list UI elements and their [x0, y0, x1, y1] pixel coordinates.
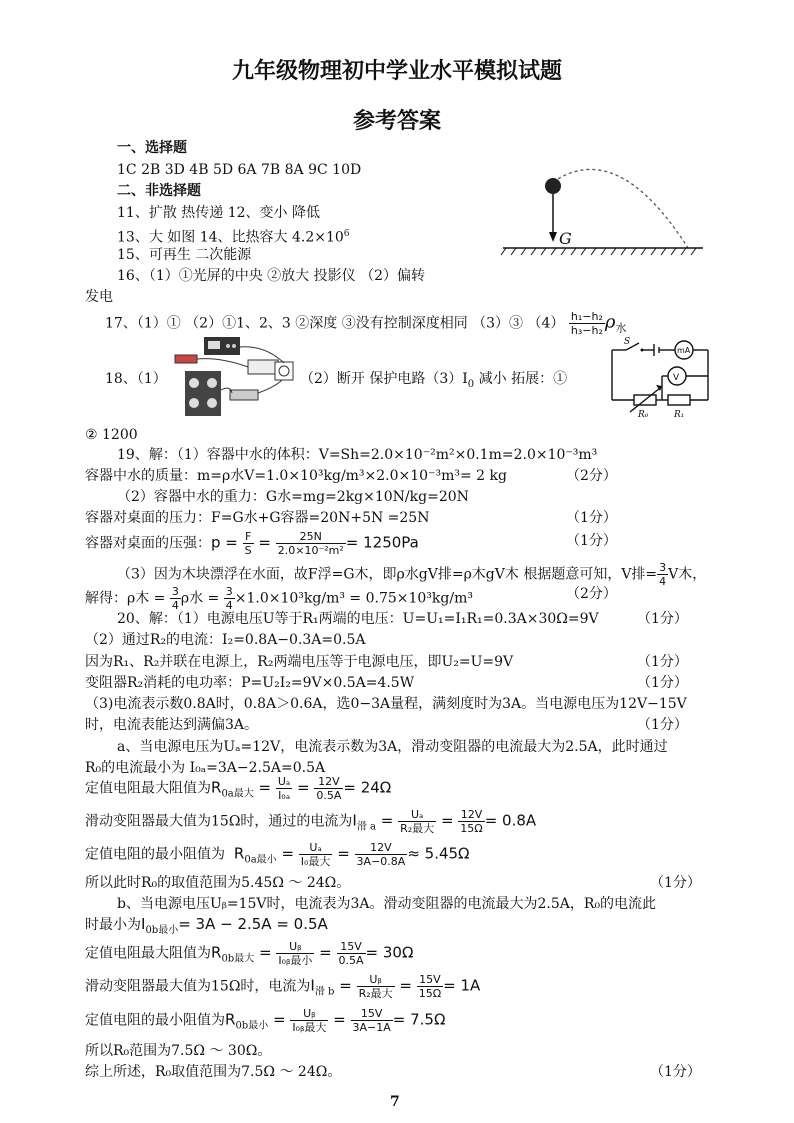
q19-score1: （2分） — [566, 468, 617, 484]
formula-var: R — [225, 1010, 236, 1029]
q19-line5-text: 容器对桌面的压强： — [85, 535, 211, 552]
answer-17 — [105, 310, 626, 337]
frac-den: 4 — [659, 575, 667, 588]
gravity-label: G — [559, 229, 572, 248]
formula-result: = 7.5Ω — [392, 1010, 446, 1029]
frac-num: 15V — [351, 1007, 393, 1021]
q19-line1: 19、解：（1）容器中水的体积：V=Sh=2.0×10⁻²m²×0.1m=2.0×10⁻³m³ — [117, 447, 598, 463]
answer-18-ext: 减小 拓展：① — [474, 371, 568, 387]
frac-den: 2.0×10⁻²m² — [277, 544, 344, 557]
mc-answers: 1C 2B 3D 4B 5D 6A 7B 8A 9C 10D — [117, 162, 362, 178]
q20-formula-r0b-min: 定值电阻的最小阻值为$R_{0b最小}$ = $\frac{\text{Uᵦ}}{\text{I₀ᵦ最大}}$ = $\frac{15V}{3A-1A}$ = 7.5Ω — [85, 1007, 446, 1034]
circuit-schematic — [606, 330, 716, 420]
answer-13-text: 13、大 如图 14、比热容大 4.2×10 — [117, 229, 344, 246]
formula-label: 定值电阻的最小阻值为 — [85, 1012, 225, 1029]
frac-num: 3 — [171, 585, 179, 598]
frac-num: 3 — [225, 585, 233, 598]
answer-17-fraction — [569, 310, 605, 337]
section-mc: 一、选择题 — [117, 140, 187, 156]
frac-den: h₃−h₂ — [570, 324, 603, 337]
q19-line3: （2）容器中水的重力：G水=mg=2kg×10N/kg=20N — [117, 489, 469, 505]
answer-13 — [117, 225, 350, 247]
answer-16-cont: 发电 — [85, 289, 113, 305]
q20-line2: （2）通过R₂的电流：I₂=0.8A−0.3A=0.5A — [85, 632, 366, 648]
q19-result: = 1250Pa — [345, 533, 419, 552]
q20-line1: 20、解：（1）电源电压U等于R₁两端的电压：U=U₁=I₁R₁=0.3A×30Ω=9V — [117, 611, 599, 627]
answer-18-part2 — [300, 370, 567, 394]
formula-sub: 0a最大 — [221, 788, 254, 800]
q20-line7: a、当电源电压为Uₐ=12V，电流表示数为3A，滑动变阻器的电流最大为2.5A，此时通过 — [117, 739, 668, 755]
circuit-apparatus-figure — [170, 335, 300, 418]
frac-den: 15Ω — [460, 822, 483, 835]
formula-var: I — [352, 811, 357, 830]
formula-sub: 0b最小 — [145, 924, 179, 936]
frac-num: Uₐ — [398, 808, 436, 822]
ball-icon — [545, 178, 561, 194]
frac-num: F — [243, 530, 254, 544]
formula-sub: 0b最小 — [235, 1020, 269, 1032]
label-ma: mA — [677, 346, 691, 355]
label-r0: R₀ — [638, 410, 649, 420]
formula-label: 滑动变阻器最大值为15Ω时，通过的电流为 — [85, 813, 353, 830]
formula-sub: 滑 b — [314, 986, 335, 998]
q19-score3: （1分） — [566, 533, 617, 549]
label-s: S — [624, 337, 631, 347]
q20-line4: 变阻器R₂消耗的电功率：P=U₂I₂=9V×0.5A=4.5W — [85, 675, 415, 691]
q20-range-a: 所以此时R₀的取值范围为5.45Ω ～ 24Ω。 — [85, 875, 351, 891]
answer-18: 18、（1） — [105, 371, 167, 387]
formula-label: 定值电阻最大阻值为 — [85, 780, 211, 797]
q20-formula-r0a-max: 定值电阻最大阻值为$R_{0a最大}$ = $\frac{\text{Uₐ}}{\text{I₀ₐ}}$ = $\frac{12V}{0.5A}$ = 24Ω — [85, 775, 392, 802]
formula-label: 定值电阻最大阻值为 — [85, 945, 211, 962]
frac-num: 12V — [314, 775, 343, 789]
label-r1: R₁ — [674, 410, 685, 420]
frac-den: I₀ᵦ最大 — [292, 1021, 327, 1034]
projectile-figure — [498, 168, 708, 258]
answer-18-sub: 0 — [467, 378, 475, 390]
q20-line-b: b、当电源电压Uᵦ=15V时，电流表为3A。滑动变阻器的电流最大为2.5A，R₀的电流此 — [117, 896, 657, 912]
q20-score6: （1分） — [650, 1064, 701, 1080]
q19-line6-end: V木， — [668, 566, 707, 583]
frac-den: I₀ᵦ最小 — [278, 954, 313, 967]
frac-den: R₂最大 — [358, 987, 393, 1000]
frac-den: 0.5A — [338, 954, 364, 967]
q19-score2: （1分） — [566, 510, 617, 526]
formula-result: = 24Ω — [343, 778, 392, 797]
q20-line8: R₀的电流最小为 I₀ₐ=3A−2.5A=0.5A — [85, 760, 326, 776]
frac-num: 15V — [337, 940, 366, 954]
formula-var: R — [233, 844, 245, 863]
frac-den: I₀最大 — [300, 855, 331, 868]
answer-13-sup: 6 — [343, 229, 350, 239]
q19-line6 — [117, 561, 706, 588]
frac-num: 25N — [276, 530, 346, 544]
q19-line2: 容器中水的质量：m=ρ水V=1.0×10³kg/m³×2.0×10⁻³m³= 2 kg — [85, 468, 507, 484]
q20-formula-islide-a: 滑动变阻器最大值为15Ω时，通过的电流为$I_{滑 a}$ = $\frac{\text{Uₐ}}{\text{R₂最大}}$ = $\frac{12V}{15\Omega}$ = 0.8A — [85, 808, 537, 835]
frac-den: 3A−1A — [352, 1021, 391, 1034]
frac-num: 12V — [458, 808, 484, 822]
answer-18-text: （2）断开 保护电路（3）I — [300, 371, 468, 387]
q19-frac-num — [276, 530, 346, 557]
frac-den: 15Ω — [418, 987, 442, 1000]
frac-den: 0.5A — [316, 789, 342, 802]
page-subtitle: 参考答案 — [352, 109, 441, 134]
q20-score3: （1分） — [637, 675, 688, 691]
formula-var: R — [211, 778, 222, 797]
frac-num: Uᵦ — [290, 1007, 328, 1021]
section-nonmc: 二、非选择题 — [117, 183, 201, 199]
q19-line7-a: 解得：ρ木 = — [85, 590, 170, 607]
q19-frac-fs — [243, 530, 254, 557]
q20-formula-islide-b: 滑动变阻器最大值为15Ω时，电流为$I_{滑 b}$ = $\frac{\text{Uᵦ}}{\text{R₂最大}}$ = $\frac{15V}{15\Omega}$ = 1A — [85, 973, 481, 1000]
q20-line5: （3)电流表示数0.8A时，0.8A＞0.6A，选0−3A量程，满刻度时为3A。当电源电压为12V−15V — [85, 696, 687, 712]
frac-den: 4 — [171, 599, 179, 612]
frac-den: I₀ₐ — [278, 789, 291, 802]
frac-num: h₁−h₂ — [570, 310, 603, 323]
frac-num: 12V — [355, 841, 408, 855]
q19-line6-text: （3）因为木块漂浮在水面，故F浮=G木，即ρ水gV排=ρ木gV木 根据题意可知，V排= — [117, 566, 658, 583]
rho-symbol: ρ — [604, 311, 616, 333]
frac-den: 3A−0.8A — [356, 855, 406, 868]
answer-17-text: 17、（1）① （2）①1、2、3 ②深度 ③没有控制深度相同 （3）③ （4） — [105, 315, 565, 332]
q20-score5: （1分） — [650, 875, 701, 891]
q20-formula-r0a-min: 定值电阻的最小阻值为 $R_{0a最小}$ = $\frac{\text{Uₐ}}{\text{I₀最大}}$ = $\frac{12V}{3A-0.8A}$ ≈ 5.45Ω — [85, 841, 470, 868]
answer-18-part3: ② 1200 — [85, 427, 138, 443]
formula-var: R — [211, 943, 222, 962]
answer-16: 16、（1）①光屏的中央 ②放大 投影仪 （2）偏转 — [117, 268, 425, 284]
frac-num: 3 — [659, 561, 667, 574]
formula-sub: 滑 a — [356, 821, 376, 833]
formula-result: = 30Ω — [365, 943, 414, 962]
formula-var: I — [310, 976, 315, 995]
answer-11: 11、扩散 热传递 12、变小 降低 — [117, 205, 320, 221]
formula-result: = 3A − 2.5A = 0.5A — [178, 915, 328, 933]
formula-var: I — [141, 915, 146, 933]
frac-den: R₂最大 — [400, 822, 435, 835]
frac-num: Uᵦ — [357, 973, 395, 987]
frac-num: Uₐ — [299, 841, 333, 855]
q19-line7-c: ×1.0×10³kg/m³ = 0.75×10³kg/m³ — [234, 590, 473, 607]
q20-score4: （1分） — [637, 717, 688, 733]
q20-range-b: 所以R₀范围为7.5Ω ～ 30Ω。 — [85, 1043, 272, 1059]
frac-den: S — [244, 544, 252, 557]
q20-line-b2 — [85, 912, 328, 943]
q19-line7 — [85, 585, 473, 612]
formula-label: 定值电阻的最小阻值为 — [85, 846, 225, 863]
q19-line7-b: ρ水 = — [180, 590, 224, 607]
rho-sub: 水 — [615, 321, 627, 335]
q19-line5: 容器对桌面的压强：p = $\frac{F}{S}$ = $\frac{25N}{\text{2.0×10⁻²m²}}$ = 1250Pa — [85, 530, 419, 557]
answer-15: 15、可再生 二次能源 — [117, 247, 252, 263]
q20-score1: （1分） — [637, 611, 688, 627]
formula-result: = 1A — [443, 976, 481, 995]
page-number: 7 — [390, 1094, 400, 1110]
formula-result: = 0.8A — [484, 811, 537, 830]
formula-result: ≈ 5.45Ω — [407, 844, 470, 863]
label-v: V — [673, 373, 680, 383]
q20-line6: 时，电流表能达到满偏3A。 — [85, 717, 259, 733]
frac-num: 15V — [417, 973, 443, 987]
frac-num: Uᵦ — [276, 940, 314, 954]
q20-formula-r0b-max: 定值电阻最大阻值为$R_{0b最大}$ = $\frac{\text{Uᵦ}}{\text{I₀ᵦ最小}}$ = $\frac{15V}{0.5A}$ = 30Ω — [85, 940, 414, 967]
formula-label: 滑动变阻器最大值为15Ω时，电流为 — [85, 978, 311, 995]
formula-label: 时最小为 — [85, 917, 141, 933]
q19-score4: （2分） — [566, 586, 617, 602]
q19-p: p = — [211, 533, 243, 552]
formula-sub: 0b最大 — [221, 953, 255, 965]
frac-den: 4 — [225, 599, 233, 612]
page-title: 九年级物理初中学业水平模拟试题 — [231, 59, 562, 84]
q20-conclusion: 综上所述，R₀取值范围为7.5Ω ～ 24Ω。 — [85, 1064, 342, 1080]
q20-line3: 因为R₁、R₂并联在电源上，R₂两端电压等于电源电压，即U₂=U=9V — [85, 654, 514, 670]
q19-line4: 容器对桌面的压力：F=G水+G容器=20N+5N =25N — [85, 510, 430, 526]
formula-sub: 0a最小 — [244, 854, 277, 866]
frac-num: Uₐ — [277, 775, 291, 788]
q20-score2: （1分） — [637, 654, 688, 670]
